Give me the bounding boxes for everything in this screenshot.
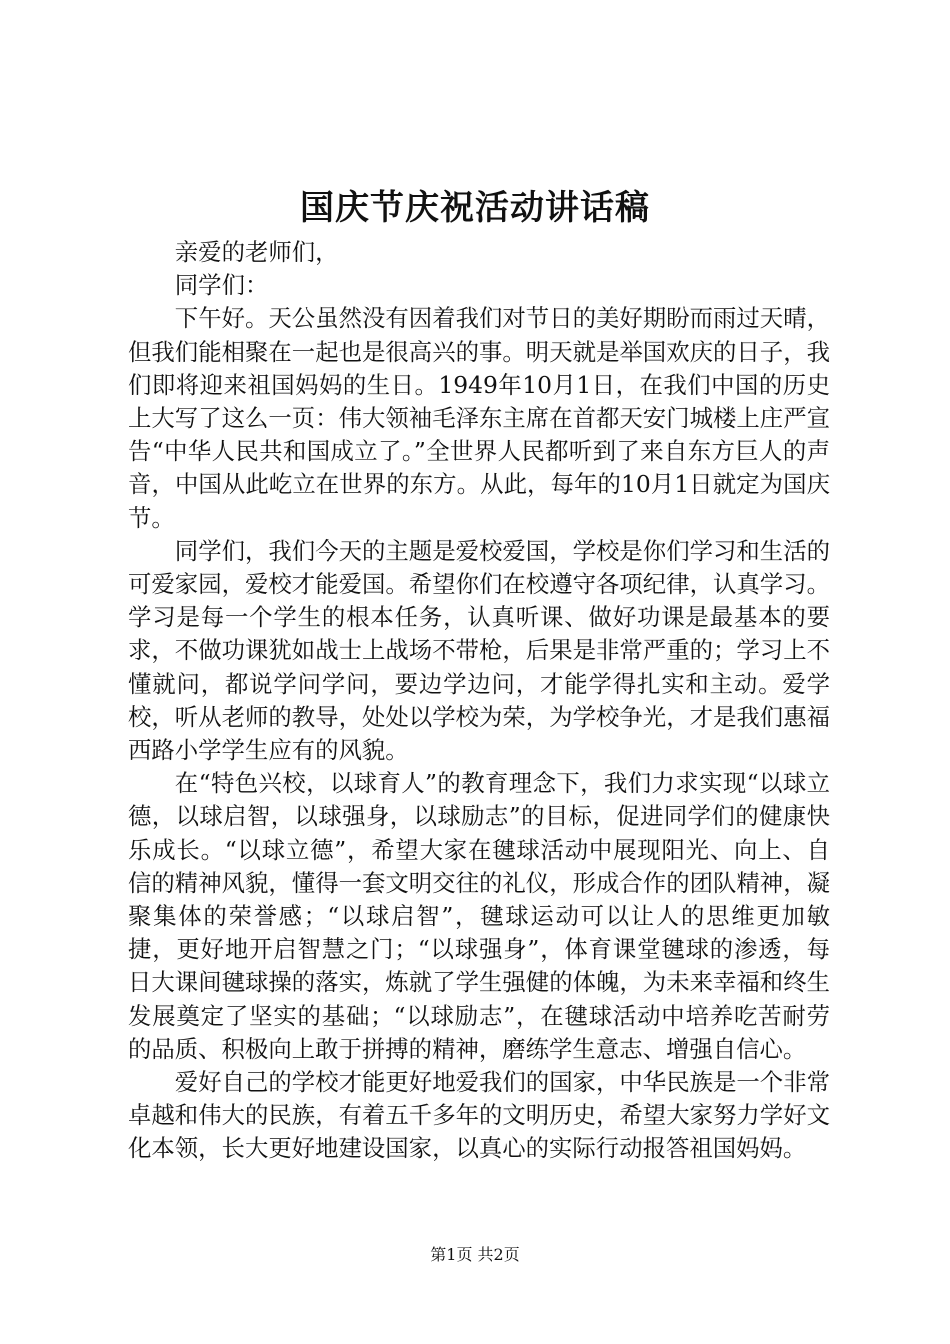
paragraph-3: 在“特色兴校，以球育人”的教育理念下，我们力求实现“以球立德，以球启智，以球强身，以球励志”的目标，促进同学们的健康快乐成长。“以球立德”，希望大家在毽球活动中展现阳光、向上、自信的精神风貌，懂得一套文明交往的礼仪，形成合作的团队精神，凝聚集体的荣誉感；“以球启智”，毽球运动可以让人的思维更加敏捷，更好地开启智慧之门；“以球强身”，体育课堂毽球的渗透，每日大课间毽球操的落实，炼就了学生强健的体魄，为未来幸福和终生发展奠定了坚实的基础；“以球励志”，在毽球活动中培养吃苦耐劳的品质、积极向上敢于拼搏的精神，磨练学生意志、增强自信心。	[128, 769, 830, 1063]
greeting-line-2: 同学们：	[174, 271, 269, 300]
greeting-line-1: 亲爱的老师们，	[174, 238, 339, 266]
page-footer: 第1页 共2页	[430, 1245, 520, 1264]
paragraph-2: 同学们，我们今天的主题是爱校爱国，学校是你们学习和生活的可爱家园，爱校才能爱国。希望你们在校遵守各项纪律，认真学习。学习是每一个学生的根本任务，认真听课、做好功课是最基本的要求，不做功课犹如战士上战场不带枪，后果是非常严重的；学习上不懂就问，都说学问学问，要边学边问，才能学得扎实和主动。爱学校，听从老师的教导，处处以学校为荣，为学校争光，才是我们惠福西路小学学生应有的风貌。	[128, 536, 830, 765]
document-title: 国庆节庆祝活动讲话稿	[300, 188, 650, 228]
paragraph-1: 下午好。天公虽然没有因着我们对节日的美好期盼而雨过天晴，但我们能相聚在一起也是很高兴的事。明天就是举国欢庆的日子，我们即将迎来祖国妈妈的生日。1949年10月1日，在我们中国的历史上大写了这么一页：伟大领袖毛泽东主席在首都天安门城楼上庄严宣告“中华人民共和国成立了。”全世界人民都听到了来自东方巨人的声音，中国从此屹立在世界的东方。从此，每年的10月1日就定为国庆节。	[128, 304, 830, 532]
paragraph-4: 爱好自己的学校才能更好地爱我们的国家，中华民族是一个非常卓越和伟大的民族，有着五千多年的文明历史，希望大家努力学好文化本领，长大更好地建设国家，以真心的实际行动报答祖国妈妈。	[128, 1068, 830, 1163]
document-body	[128, 236, 830, 1166]
